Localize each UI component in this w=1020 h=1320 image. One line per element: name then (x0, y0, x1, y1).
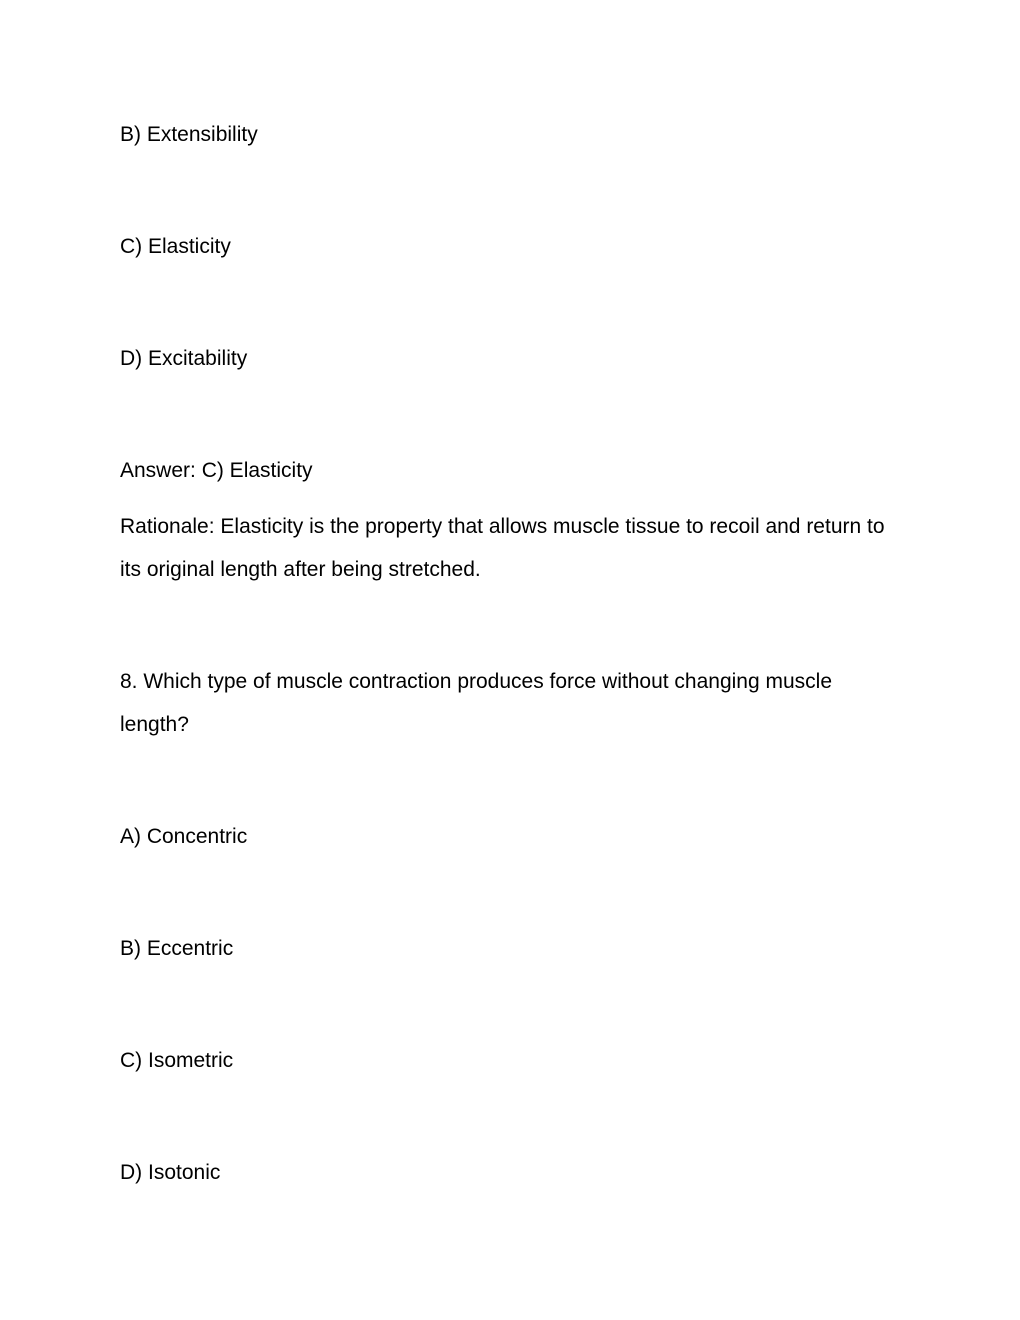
q7-option-d: D) Excitability (120, 347, 248, 370)
q7-rationale: Rationale: Elasticity is the property that allows muscle tissue to recoil and return to its original length after being stretched. (120, 515, 885, 581)
q8-option-a: A) Concentric (120, 825, 248, 848)
q8-option-c: C) Isometric (120, 1049, 234, 1072)
q7-option-c: C) Elasticity (120, 235, 231, 258)
q7-option-b: B) Extensibility (120, 123, 258, 146)
q8-question: 8. Which type of muscle contraction produces force without changing muscle length? (120, 670, 833, 736)
q8-option-d: D) Isotonic (120, 1161, 221, 1184)
q8-option-b: B) Eccentric (120, 937, 234, 960)
q7-answer: Answer: C) Elasticity (120, 459, 313, 482)
